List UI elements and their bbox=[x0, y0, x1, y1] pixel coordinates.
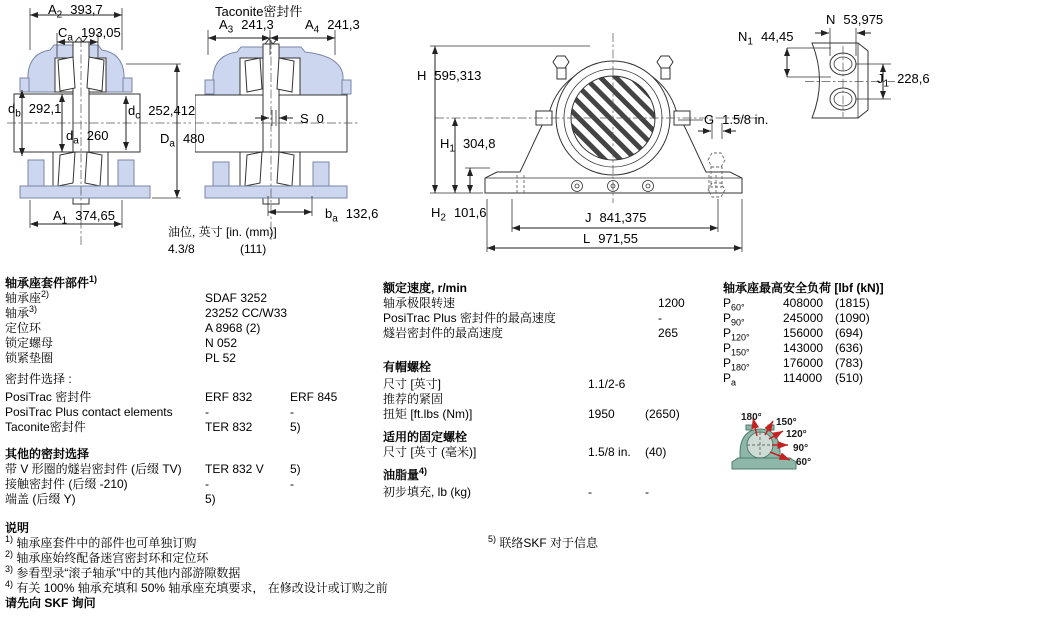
row-value-1: A 8968 (2) bbox=[205, 321, 261, 335]
table-row bbox=[383, 392, 472, 407]
load-value-lbf: 143000 bbox=[783, 341, 824, 355]
cap-bolts-section bbox=[383, 360, 680, 422]
footnote-5: $^{5)}$ 联络SKF 对于信息 bbox=[488, 534, 599, 550]
dim-label-A4: $A_4$ 241,3 bbox=[305, 17, 360, 36]
dim-label-ba: $b_a$ 132,6 bbox=[325, 206, 379, 225]
dim-label-dc: $d_c$ 252,412 bbox=[128, 103, 196, 122]
row-label: PosiTrac Plus contact elements bbox=[5, 405, 173, 419]
dim-label-H1: $H_1$ 304,8 bbox=[440, 136, 496, 155]
seal-selection-title: 密封件选择 : bbox=[5, 372, 72, 386]
speeds-title: 额定速度, r/min bbox=[383, 281, 468, 295]
note-item: $^{3)}$ 参看型录“滚子轴承”中的其他内部游隙数据 bbox=[5, 564, 241, 580]
dim-label-N1: $N_1$ 44,45 bbox=[738, 29, 794, 48]
row-value-2: (40) bbox=[645, 445, 667, 459]
table-row bbox=[383, 407, 680, 422]
other-seals-title: 其他的密封选择 bbox=[5, 447, 90, 461]
dim-label-G: G 1.5/8 in. bbox=[704, 112, 769, 127]
row-value-1: ERF 832 bbox=[205, 390, 253, 404]
dim-label-db: $d_b$ 292,1 bbox=[8, 101, 62, 120]
angle-label-90: 90° bbox=[793, 443, 809, 454]
dim-label-L: L 971,55 bbox=[583, 231, 638, 246]
load-value-kn: (636) bbox=[835, 341, 864, 355]
load-value-lbf: 408000 bbox=[783, 296, 824, 310]
row-label: Taconite密封件 bbox=[5, 420, 86, 434]
oil-level-inch: 4.3/8 bbox=[168, 242, 195, 256]
row-label: 带 V 形圈的燧岩密封件 (后缀 TV) bbox=[5, 462, 182, 476]
dim-label-A2: $A_2$ 393,7 bbox=[48, 2, 103, 21]
load-symbol: $P_{90^\circ}$ bbox=[723, 311, 745, 328]
load-symbol: $P_a$ bbox=[723, 371, 737, 388]
note-bold-line: 请先向 SKF 询问 bbox=[5, 596, 96, 610]
row-label: 扭矩 [ft.lbs (Nm)] bbox=[383, 407, 473, 421]
table-row bbox=[383, 485, 649, 500]
table-row bbox=[5, 390, 338, 405]
table-row bbox=[723, 341, 884, 356]
row-value-1: - bbox=[205, 477, 209, 491]
row-label: 尺寸 [英寸 (毫米)] bbox=[383, 445, 477, 459]
parts-section-title: 轴承座套件部件$^{1)}$ bbox=[5, 274, 98, 290]
load-symbol: $P_{150^\circ}$ bbox=[723, 341, 750, 358]
note-item: $^{4)}$ 有关 100% 轴承充填和 50% 轴承座充填要求， 在修改设计或订购之前 bbox=[5, 579, 388, 595]
row-value-1: PL 52 bbox=[205, 351, 236, 365]
table-row bbox=[5, 462, 301, 477]
grease-section bbox=[383, 466, 649, 500]
dim-label-N: N 53,975 bbox=[826, 12, 884, 27]
row-value-1: - bbox=[205, 405, 209, 419]
attach-bolts-section bbox=[383, 430, 667, 460]
row-value-2: (2650) bbox=[645, 407, 680, 421]
row-value-2: 5) bbox=[290, 462, 301, 476]
dim-label-A3: $A_3$ 241,3 bbox=[219, 17, 274, 36]
table-row bbox=[383, 311, 662, 326]
load-value-lbf: 245000 bbox=[783, 311, 824, 325]
angle-label-180: 180° bbox=[741, 412, 762, 423]
dim-label-Da: $D_a$ 480 bbox=[160, 131, 205, 150]
row-label: PosiTrac 密封件 bbox=[5, 390, 92, 404]
table-row bbox=[5, 405, 294, 420]
table-row bbox=[723, 296, 884, 311]
grease-title: 油脂量$^{4)}$ bbox=[383, 466, 428, 482]
dim-label-da: $d_a$ 260 bbox=[66, 128, 109, 147]
table-row bbox=[383, 296, 685, 311]
row-value-2: 5) bbox=[290, 420, 301, 434]
dim-label-J1: $J_1$ 228,6 bbox=[877, 71, 930, 90]
housing-base-section bbox=[20, 186, 150, 198]
table-row bbox=[383, 377, 626, 392]
seal-selection-section bbox=[5, 372, 338, 435]
row-value-1: N 052 bbox=[205, 336, 238, 350]
row-value-1: 1.5/8 in. bbox=[588, 445, 631, 459]
row-value-1: 5) bbox=[205, 492, 216, 506]
other-seals-section bbox=[5, 447, 301, 507]
table-row bbox=[5, 336, 238, 351]
notes-section bbox=[5, 521, 388, 611]
row-label: 锁定螺母 bbox=[5, 336, 54, 350]
row-value-2: - bbox=[290, 477, 294, 491]
table-row bbox=[5, 321, 261, 336]
row-label: 锁紧垫圈 bbox=[5, 351, 54, 365]
attach-bolts-title: 适用的固定螺栓 bbox=[383, 430, 468, 444]
row-value-2: ERF 845 bbox=[290, 390, 338, 404]
load-symbol: $P_{180^\circ}$ bbox=[723, 356, 750, 373]
table-row bbox=[5, 477, 294, 492]
table-row bbox=[723, 356, 884, 371]
speeds-section bbox=[383, 281, 685, 341]
roller-section bbox=[58, 57, 75, 91]
row-label: 尺寸 [英寸] bbox=[383, 377, 442, 391]
load-value-kn: (783) bbox=[835, 356, 864, 370]
table-row bbox=[723, 311, 884, 326]
row-value-1: 1.1/2-6 bbox=[588, 377, 626, 391]
safe-loads-section bbox=[723, 281, 884, 386]
dim-label-Ca: $C_a$ 193,05 bbox=[58, 25, 121, 44]
notes-title: 说明 bbox=[5, 521, 30, 535]
oil-level-mm: (111) bbox=[240, 242, 267, 256]
parts-section bbox=[5, 274, 288, 366]
row-value: 1200 bbox=[658, 296, 685, 310]
row-value-1: TER 832 bbox=[205, 420, 253, 434]
row-label: 轴承极限转速 bbox=[383, 296, 456, 310]
load-value-lbf: 176000 bbox=[783, 356, 824, 370]
dim-label-H: H 595,313 bbox=[417, 68, 482, 83]
table-row bbox=[723, 371, 884, 386]
dim-label-S: S 0 bbox=[300, 111, 324, 126]
row-label: 轴承座$^{2)}$ bbox=[5, 289, 50, 305]
load-value-kn: (1090) bbox=[835, 311, 870, 325]
table-row bbox=[5, 304, 288, 321]
row-value: 265 bbox=[658, 326, 679, 340]
row-label: 燧岩密封件的最高速度 bbox=[383, 326, 504, 340]
table-row bbox=[383, 326, 679, 341]
load-symbol: $P_{120^\circ}$ bbox=[723, 326, 750, 343]
load-value-lbf: 156000 bbox=[783, 326, 824, 340]
note-item: $^{1)}$ 轴承座套件中的部件也可单独订购 bbox=[5, 534, 197, 550]
table-row bbox=[383, 445, 667, 460]
load-value-lbf: 114000 bbox=[783, 371, 823, 385]
row-label: 接触密封件 (后缀 -210) bbox=[5, 477, 128, 491]
load-value-kn: (694) bbox=[835, 326, 864, 340]
row-value: - bbox=[658, 311, 662, 325]
dim-label-J: J 841,375 bbox=[585, 210, 647, 225]
load-value-kn: (1815) bbox=[835, 296, 870, 310]
dim-label-A1: $A_1$ 374,65 bbox=[53, 208, 115, 227]
table-row bbox=[5, 351, 236, 366]
taconite-drawing-title: Taconite密封件 bbox=[215, 4, 303, 19]
row-value-1: - bbox=[588, 485, 592, 499]
angle-label-120: 120° bbox=[786, 429, 807, 440]
load-value-kn: (510) bbox=[835, 371, 864, 385]
angle-label-60: 60° bbox=[796, 457, 812, 468]
row-value-1: 1950 bbox=[588, 407, 615, 421]
row-label: 端盖 (后缀 Y) bbox=[5, 492, 76, 506]
row-value-1: SDAF 3252 bbox=[205, 291, 268, 305]
safe-loads-title: 轴承座最高安全负荷 [lbf (kN)] bbox=[723, 281, 884, 295]
row-label: 初步填充, lb (kg) bbox=[383, 485, 472, 499]
table-row bbox=[723, 326, 884, 341]
row-value-2: - bbox=[290, 405, 294, 419]
row-label: 定位环 bbox=[5, 321, 42, 335]
row-value-2: - bbox=[645, 485, 649, 499]
table-row bbox=[5, 420, 301, 435]
row-label: 推荐的紧固 bbox=[383, 392, 444, 406]
row-label: 轴承$^{3)}$ bbox=[5, 304, 38, 320]
row-value-1: TER 832 V bbox=[205, 462, 264, 476]
oil-level-label: 油位, 英寸 [in. (mm)] bbox=[168, 225, 277, 239]
note-item: $^{2)}$ 轴承座始终配备迷宫密封环和定位环 bbox=[5, 549, 209, 565]
dim-label-H2: $H_2$ 101,6 bbox=[431, 205, 487, 224]
row-value-1: 23252 CC/W33 bbox=[205, 306, 288, 320]
table-row bbox=[5, 289, 268, 306]
table-row bbox=[5, 492, 216, 507]
row-label: PosiTrac Plus 密封件的最高速度 bbox=[383, 311, 556, 325]
angle-label-150: 150° bbox=[776, 417, 797, 428]
load-symbol: $P_{60^\circ}$ bbox=[723, 296, 745, 313]
cap-bolts-title: 有帽螺栓 bbox=[383, 360, 432, 374]
cap-bolt bbox=[553, 56, 569, 68]
